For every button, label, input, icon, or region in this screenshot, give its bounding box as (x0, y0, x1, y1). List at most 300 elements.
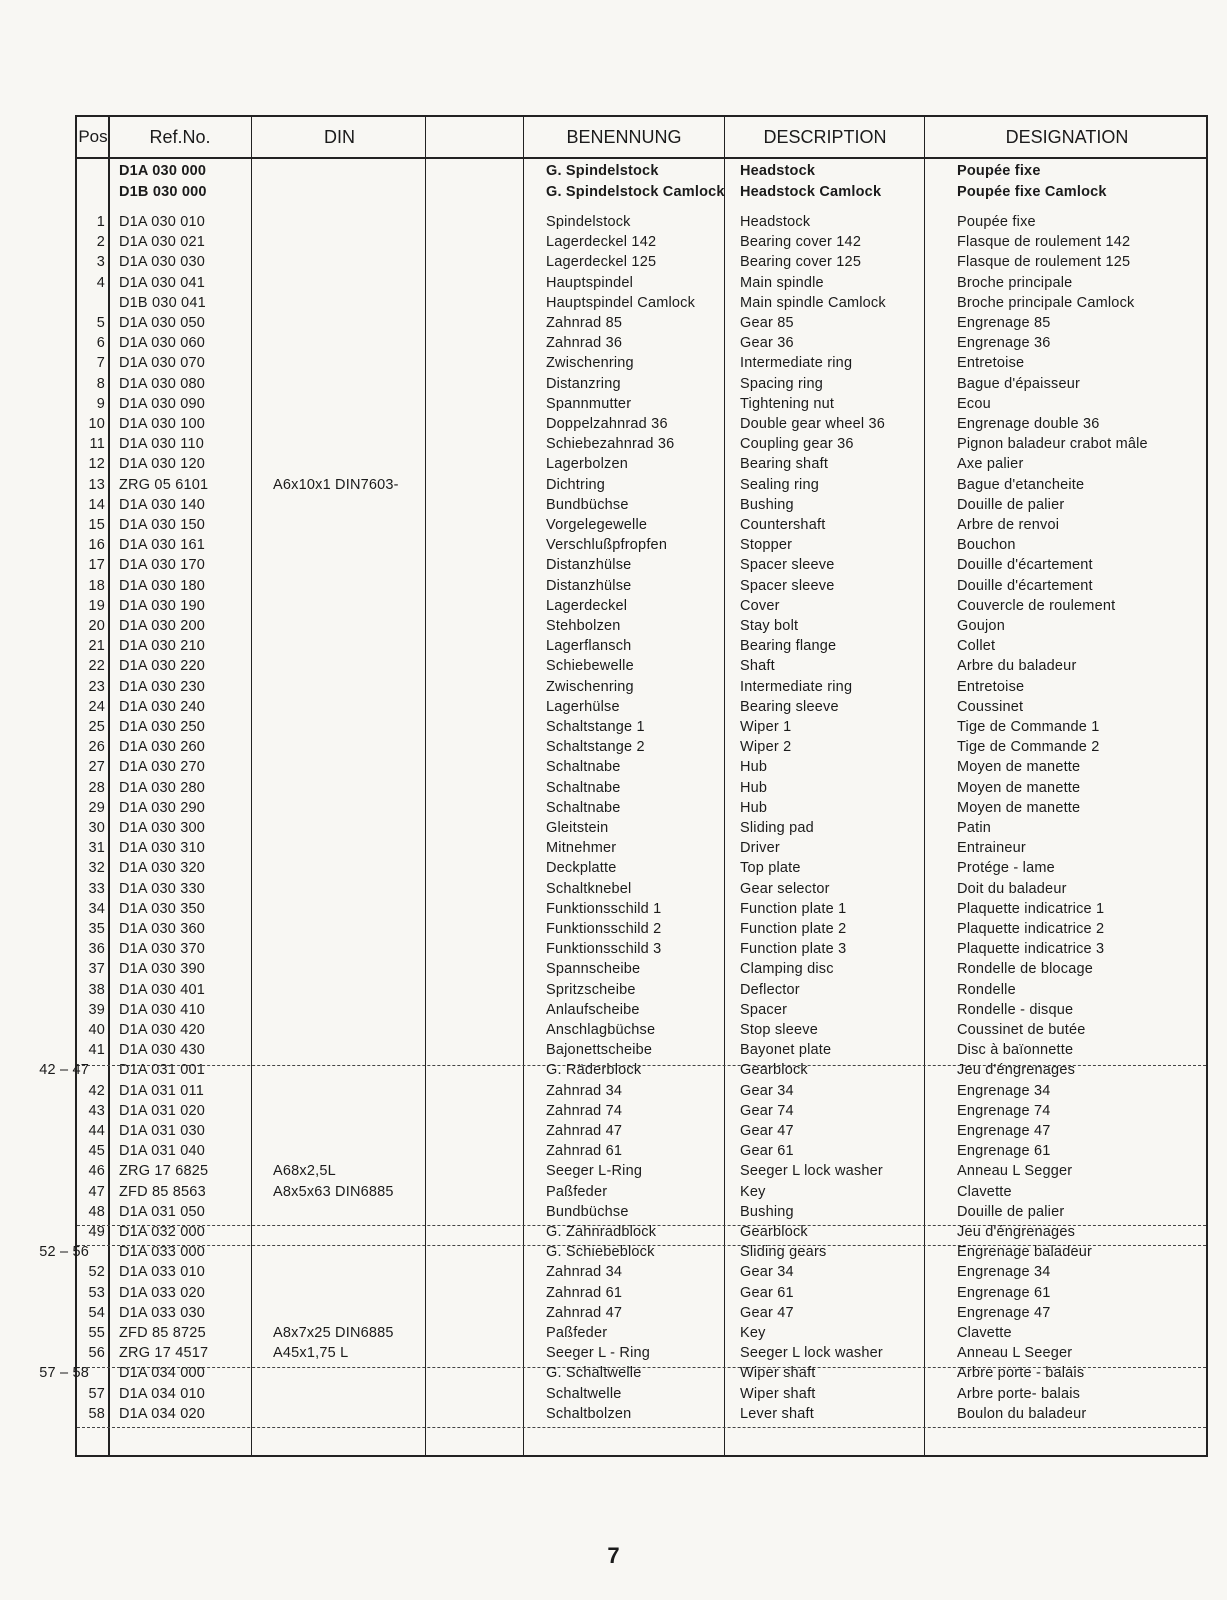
row-ref-no: D1A 030 180 (119, 577, 206, 594)
row-benennung: Schiebezahnrad 36 (546, 436, 675, 453)
row-description: Wiper shaft (740, 1385, 816, 1402)
row-description: Hub (740, 759, 768, 776)
row-pos: 11 (89, 436, 105, 453)
row-pos: 20 (88, 618, 105, 634)
row-benennung: Schaltnabe (546, 799, 621, 816)
row-pos: 13 (88, 476, 105, 493)
row-description: Deflector (740, 981, 800, 998)
row-ref-no: D1A 030 210 (119, 638, 206, 655)
row-designation: Arbre de renvoi (957, 517, 1060, 533)
header-designation: DESIGNATION (1005, 127, 1129, 147)
row-benennung: Zahnrad 61 (546, 1143, 623, 1160)
row-benennung: Schaltwelle (546, 1385, 622, 1402)
row-ref-no: D1A 030 021 (119, 234, 206, 251)
row-benennung: G. Schaltwelle (546, 1365, 642, 1382)
row-ref-no: D1A 030 390 (119, 961, 206, 978)
row-pos: 24 (88, 698, 105, 715)
row-pos: 53 (88, 1284, 105, 1301)
row-pos: 3 (96, 254, 105, 271)
row-din: A8x5x63 DIN6885 (273, 1183, 394, 1200)
row-pos: 1 (96, 214, 105, 230)
row-ref-no: D1A 030 410 (119, 1001, 206, 1018)
row-ref-no: D1A 030 260 (119, 739, 206, 756)
row-description: Countershaft (740, 517, 826, 533)
row-designation: Disc à baïonnette (957, 1042, 1074, 1059)
row-benennung: Spannmutter (546, 395, 632, 412)
row-designation: Rondelle - disque (957, 1001, 1074, 1018)
row-ref-no: D1A 030 370 (119, 941, 206, 958)
row-designation: Clavette (957, 1183, 1012, 1200)
row-pos: 27 (88, 759, 105, 776)
row-description: Gear 61 (740, 1143, 794, 1160)
row-designation: Jeu d'éngrenages (957, 1224, 1076, 1240)
row-pos: 55 (88, 1325, 105, 1341)
row-designation: Jeu d'éngrenages (957, 1062, 1076, 1079)
row-pos: 17 (88, 557, 105, 574)
row-ref-no: D1A 030 280 (119, 779, 206, 796)
row-designation: Arbre porte - balais (957, 1365, 1085, 1382)
row-pos: 10 (88, 416, 105, 432)
row-designation: Goujon (957, 618, 1005, 634)
row-pos: 29 (88, 799, 105, 816)
header-din: DIN (324, 127, 355, 147)
row-benennung: Schaltknebel (546, 880, 632, 897)
row-designation: Entretoise (957, 678, 1025, 695)
row-description: Gear 85 (740, 315, 794, 331)
row-designation: Arbre porte- balais (957, 1385, 1081, 1402)
row-ref-no: D1A 030 090 (119, 395, 206, 412)
row-designation: Flasque de roulement 142 (957, 234, 1131, 251)
row-benennung: Hauptspindel Camlock (546, 294, 696, 311)
row-description: Function plate 3 (740, 941, 847, 958)
row-pos: 41 (88, 1042, 105, 1059)
row-designation: Bague d'épaisseur (957, 375, 1081, 392)
row-ref-no: D1A 030 100 (119, 416, 206, 432)
row-ref-no: D1A 034 000 (119, 1365, 206, 1382)
row-ref-no: D1A 030 120 (119, 456, 206, 473)
row-ref-no: D1A 031 001 (119, 1062, 206, 1079)
row-pos: 32 (88, 860, 105, 877)
row-designation: Engrenage 74 (957, 1102, 1051, 1119)
row-pos: 42 (88, 1082, 105, 1099)
row-ref-no: D1A 031 020 (119, 1102, 206, 1119)
row-description: Intermediate ring (740, 678, 853, 695)
row-benennung: Doppelzahnrad 36 (546, 416, 668, 432)
row-ref-no: D1A 030 220 (119, 658, 206, 675)
row-designation: Coussinet de butée (957, 1022, 1086, 1038)
row-benennung: Anlaufscheibe (546, 1001, 640, 1018)
row-ref-no: D1B 030 000 (119, 184, 207, 200)
row-benennung: Bundbüchse (546, 496, 629, 513)
row-ref-no: D1A 030 150 (119, 517, 206, 533)
row-designation: Engrenage 36 (957, 335, 1051, 352)
row-din: A45x1,75 L (273, 1345, 349, 1362)
row-designation: Engrenage 34 (957, 1082, 1051, 1099)
row-designation: Plaquette indicatrice 1 (957, 900, 1105, 917)
row-ref-no: ZRG 17 6825 (119, 1163, 209, 1180)
row-designation: Doit du baladeur (957, 880, 1067, 897)
row-designation: Anneau L Segger (957, 1163, 1073, 1180)
row-benennung: Bajonettscheibe (546, 1042, 653, 1059)
row-designation: Ecou (957, 395, 991, 412)
row-description: Bearing sleeve (740, 698, 839, 715)
row-din: A68x2,5L (273, 1163, 336, 1180)
row-ref-no: D1A 032 000 (119, 1224, 206, 1240)
row-pos: 22 (88, 658, 105, 675)
row-description: Bushing (740, 1203, 794, 1220)
row-description: Gear selector (740, 880, 830, 897)
row-benennung: Lagerhülse (546, 698, 620, 715)
row-pos: 58 (88, 1405, 105, 1422)
row-benennung: Seeger L - Ring (546, 1345, 651, 1362)
row-benennung: Distanzhülse (546, 577, 632, 594)
row-description: Sliding pad (740, 820, 814, 836)
row-designation: Engrenage 34 (957, 1264, 1051, 1281)
row-benennung: Paßfeder (546, 1183, 608, 1200)
row-pos: 37 (88, 961, 105, 978)
row-pos: 2 (96, 234, 105, 251)
row-ref-no: D1A 034 010 (119, 1385, 206, 1402)
row-benennung: Stehbolzen (546, 618, 621, 634)
row-ref-no: D1A 030 110 (119, 436, 204, 453)
row-pos: 52 – 56 (39, 1244, 89, 1261)
row-designation: Pignon baladeur crabot mâle (957, 436, 1148, 453)
row-description: Key (740, 1325, 766, 1341)
row-designation: Coussinet (957, 698, 1024, 715)
row-designation: Engrenage 47 (957, 1304, 1051, 1321)
row-benennung: Bundbüchse (546, 1203, 629, 1220)
row-description: Wiper 2 (740, 739, 792, 756)
row-description: Double gear wheel 36 (740, 416, 886, 432)
row-benennung: Zwischenring (546, 355, 634, 372)
row-designation: Clavette (957, 1325, 1012, 1341)
row-designation: Engrenage baladeur (957, 1244, 1093, 1261)
row-description: Bushing (740, 496, 794, 513)
header-description: DESCRIPTION (763, 127, 887, 147)
row-pos: 54 (88, 1304, 105, 1321)
row-benennung: Schaltnabe (546, 779, 621, 796)
row-benennung: Dichtring (546, 476, 606, 493)
row-pos: 6 (96, 335, 105, 352)
row-pos: 15 (88, 517, 105, 533)
row-benennung: Gleitstein (546, 820, 609, 836)
row-benennung: Zahnrad 47 (546, 1123, 623, 1139)
row-pos: 46 (88, 1163, 105, 1180)
row-ref-no: D1A 030 270 (119, 759, 206, 776)
row-ref-no: ZFD 85 8563 (119, 1183, 206, 1200)
row-description: Headstock (740, 214, 811, 230)
row-pos: 44 (88, 1123, 105, 1139)
row-designation: Flasque de roulement 125 (957, 254, 1131, 271)
row-designation: Moyen de manette (957, 779, 1081, 796)
row-ref-no: D1A 030 200 (119, 618, 206, 634)
row-description: Main spindle (740, 274, 824, 291)
row-ref-no: D1A 030 401 (119, 981, 206, 998)
row-designation: Rondelle de blocage (957, 961, 1094, 978)
row-pos: 16 (88, 537, 105, 554)
row-description: Function plate 1 (740, 900, 847, 917)
row-description: Cover (740, 597, 780, 614)
row-pos: 25 (88, 719, 105, 735)
row-ref-no: D1A 030 080 (119, 375, 206, 392)
row-benennung: Zahnrad 34 (546, 1264, 623, 1281)
row-pos: 34 (88, 900, 105, 917)
row-benennung: G. Zahnradblock (546, 1224, 657, 1240)
row-designation: Couvercle de roulement (957, 597, 1116, 614)
row-pos: 48 (88, 1203, 105, 1220)
row-ref-no: D1A 030 330 (119, 880, 206, 897)
row-benennung: Distanzhülse (546, 557, 632, 574)
row-ref-no: ZFD 85 8725 (119, 1325, 206, 1341)
row-designation: Plaquette indicatrice 2 (957, 921, 1105, 937)
row-ref-no: D1A 030 230 (119, 678, 206, 695)
row-description: Shaft (740, 658, 775, 675)
row-ref-no: D1A 030 300 (119, 820, 206, 836)
row-description: Sealing ring (740, 476, 819, 493)
row-benennung: Deckplatte (546, 860, 617, 877)
row-ref-no: D1A 030 290 (119, 799, 206, 816)
row-pos: 38 (88, 981, 105, 998)
row-ref-no: D1A 030 190 (119, 597, 206, 614)
row-description: Bearing cover 142 (740, 234, 862, 251)
row-ref-no: D1A 031 040 (119, 1143, 206, 1160)
row-benennung: Funktionsschild 2 (546, 921, 662, 937)
row-benennung: Mitnehmer (546, 840, 617, 857)
row-designation: Patin (957, 820, 992, 836)
row-pos: 42 – 47 (39, 1062, 89, 1079)
table-body (39, 117, 1206, 1455)
row-description: Seeger L lock washer (740, 1345, 883, 1362)
row-pos: 45 (88, 1143, 105, 1160)
row-description: Gear 47 (740, 1304, 794, 1321)
row-description: Clamping disc (740, 961, 834, 978)
row-benennung: Zahnrad 34 (546, 1082, 623, 1099)
row-description: Spacer sleeve (740, 577, 835, 594)
row-designation: Engrenage 85 (957, 315, 1051, 331)
header-pos: Pos (78, 127, 108, 146)
row-ref-no: D1A 030 010 (119, 214, 206, 230)
row-ref-no: D1A 030 161 (119, 537, 206, 554)
row-benennung: Anschlagbüchse (546, 1022, 656, 1038)
row-ref-no: D1A 031 011 (119, 1082, 204, 1099)
row-pos: 39 (88, 1001, 105, 1018)
row-ref-no: D1A 030 050 (119, 315, 206, 331)
row-pos: 28 (88, 779, 105, 796)
row-benennung: Funktionsschild 3 (546, 941, 662, 958)
row-description: Spacer (740, 1001, 788, 1018)
row-ref-no: D1A 031 050 (119, 1203, 206, 1220)
row-benennung: Spindelstock (546, 214, 631, 230)
row-benennung: G. Spindelstock Camlock (546, 184, 725, 200)
row-designation: Douille d'écartement (957, 577, 1093, 594)
row-ref-no: D1A 030 350 (119, 900, 206, 917)
row-pos: 49 (88, 1224, 105, 1240)
row-designation: Poupée fixe (957, 214, 1036, 230)
row-pos: 36 (88, 941, 105, 958)
row-benennung: Spritzscheibe (546, 981, 636, 998)
row-description: Gearblock (740, 1224, 808, 1240)
row-description: Top plate (740, 860, 801, 877)
row-description: Headstock (740, 163, 816, 179)
row-description: Bayonet plate (740, 1042, 832, 1059)
row-benennung: G. Räderblock (546, 1062, 642, 1079)
row-description: Seeger L lock washer (740, 1163, 883, 1180)
row-ref-no: D1A 030 030 (119, 254, 206, 271)
row-description: Coupling gear 36 (740, 436, 854, 453)
row-description: Gear 47 (740, 1123, 794, 1139)
row-ref-no: D1A 030 320 (119, 860, 206, 877)
row-description: Sliding gears (740, 1244, 827, 1261)
row-pos: 4 (96, 274, 105, 291)
row-pos: 14 (88, 496, 105, 513)
row-description: Gearblock (740, 1062, 808, 1079)
row-ref-no: D1A 030 250 (119, 719, 206, 735)
row-benennung: Lagerbolzen (546, 456, 629, 473)
row-pos: 43 (88, 1102, 105, 1119)
row-designation: Douille de palier (957, 496, 1065, 513)
row-benennung: Vorgelegewelle (546, 517, 648, 533)
row-ref-no: D1A 030 420 (119, 1022, 206, 1038)
row-designation: Poupée fixe Camlock (957, 184, 1107, 200)
row-benennung: Zwischenring (546, 678, 634, 695)
row-benennung: Schaltnabe (546, 759, 621, 776)
row-designation: Broche principale Camlock (957, 294, 1135, 311)
row-designation: Broche principale (957, 274, 1073, 291)
row-benennung: Seeger L-Ring (546, 1163, 643, 1180)
row-description: Bearing cover 125 (740, 254, 862, 271)
row-ref-no: ZRG 17 4517 (119, 1345, 209, 1362)
row-ref-no: D1A 030 000 (119, 163, 207, 179)
row-description: Spacing ring (740, 375, 824, 392)
row-designation: Plaquette indicatrice 3 (957, 941, 1105, 958)
row-designation: Tige de Commande 1 (957, 719, 1100, 735)
row-pos: 35 (88, 921, 105, 937)
row-benennung: Zahnrad 61 (546, 1284, 623, 1301)
row-benennung: Zahnrad 74 (546, 1102, 623, 1119)
row-benennung: Verschlußpfropfen (546, 537, 668, 554)
row-description: Main spindle Camlock (740, 294, 886, 311)
row-ref-no: D1A 033 000 (119, 1244, 206, 1261)
row-benennung: Zahnrad 36 (546, 335, 623, 352)
row-pos: 57 (88, 1385, 105, 1402)
header-benennung: BENENNUNG (566, 127, 682, 147)
row-designation: Engrenage double 36 (957, 416, 1100, 432)
row-pos: 23 (88, 678, 105, 695)
row-pos: 30 (88, 820, 105, 836)
row-ref-no: D1A 033 030 (119, 1304, 206, 1321)
row-pos: 57 – 58 (39, 1365, 89, 1382)
row-pos: 33 (88, 880, 105, 897)
row-designation: Engrenage 61 (957, 1143, 1051, 1160)
row-description: Intermediate ring (740, 355, 853, 372)
row-description: Gear 61 (740, 1284, 794, 1301)
row-benennung: Funktionsschild 1 (546, 900, 662, 917)
row-ref-no: D1A 030 240 (119, 698, 206, 715)
row-benennung: G. Schiebeblock (546, 1244, 655, 1261)
row-ref-no: D1A 031 030 (119, 1123, 206, 1139)
row-description: Wiper shaft (740, 1365, 816, 1382)
row-ref-no: ZRG 05 6101 (119, 476, 209, 493)
row-benennung: Lagerflansch (546, 638, 632, 655)
row-benennung: Zahnrad 47 (546, 1304, 623, 1321)
header-ref: Ref.No. (149, 127, 211, 147)
row-ref-no: D1A 034 020 (119, 1405, 206, 1422)
row-description: Tightening nut (740, 395, 835, 412)
row-pos: 26 (88, 739, 105, 756)
row-description: Gear 36 (740, 335, 794, 352)
row-designation: Douille d'écartement (957, 557, 1093, 574)
row-benennung: G. Spindelstock (546, 163, 659, 179)
row-ref-no: D1A 030 070 (119, 355, 206, 372)
row-ref-no: D1A 030 140 (119, 496, 206, 513)
row-din: A6x10x1 DIN7603- (273, 476, 399, 493)
row-benennung: Schaltstange 2 (546, 739, 645, 756)
row-designation: Bouchon (957, 537, 1016, 554)
row-pos: 12 (88, 456, 105, 473)
row-ref-no: D1A 033 010 (119, 1264, 206, 1281)
row-benennung: Lagerdeckel 142 (546, 234, 657, 251)
row-benennung: Spannscheibe (546, 961, 641, 978)
row-description: Gear 74 (740, 1102, 794, 1119)
row-designation: Collet (957, 638, 996, 655)
row-pos: 52 (88, 1264, 105, 1281)
row-benennung: Distanzring (546, 375, 621, 392)
row-ref-no: D1A 030 041 (119, 274, 206, 291)
parts-table (39, 115, 1208, 1457)
row-designation: Tige de Commande 2 (957, 739, 1100, 756)
row-pos: 47 (88, 1183, 105, 1200)
row-description: Bearing flange (740, 638, 837, 655)
row-pos: 56 (88, 1345, 105, 1362)
row-pos: 8 (96, 375, 105, 392)
row-description: Hub (740, 799, 768, 816)
row-designation: Engrenage 61 (957, 1284, 1051, 1301)
row-benennung: Schiebewelle (546, 658, 634, 675)
row-description: Stop sleeve (740, 1022, 818, 1038)
row-designation: Engrenage 47 (957, 1123, 1051, 1139)
row-description: Headstock Camlock (740, 184, 882, 200)
row-description: Lever shaft (740, 1405, 814, 1422)
row-benennung: Hauptspindel (546, 274, 634, 291)
row-description: Wiper 1 (740, 719, 792, 735)
row-pos: 31 (88, 840, 105, 857)
row-benennung: Lagerdeckel (546, 597, 628, 614)
row-designation: Rondelle (957, 981, 1016, 998)
row-ref-no: D1A 030 310 (119, 840, 206, 857)
row-description: Spacer sleeve (740, 557, 835, 574)
row-designation: Bague d'etancheite (957, 476, 1085, 493)
row-din: A8x7x25 DIN6885 (273, 1325, 394, 1341)
row-pos: 7 (96, 355, 105, 372)
row-description: Gear 34 (740, 1082, 794, 1099)
row-designation: Douille de palier (957, 1203, 1065, 1220)
row-ref-no: D1B 030 041 (119, 294, 206, 311)
row-ref-no: D1A 030 060 (119, 335, 206, 352)
row-description: Gear 34 (740, 1264, 794, 1281)
row-description: Function plate 2 (740, 921, 847, 937)
page-number: 7 (607, 1543, 620, 1568)
row-designation: Moyen de manette (957, 759, 1081, 776)
row-benennung: Schaltbolzen (546, 1405, 632, 1422)
row-designation: Boulon du baladeur (957, 1405, 1087, 1422)
row-designation: Anneau L Seeger (957, 1345, 1073, 1362)
row-designation: Protége - lame (957, 860, 1055, 877)
row-designation: Entraineur (957, 840, 1026, 857)
row-description: Stay bolt (740, 618, 799, 634)
row-ref-no: D1A 033 020 (119, 1284, 206, 1301)
row-ref-no: D1A 030 430 (119, 1042, 206, 1059)
row-description: Bearing shaft (740, 456, 829, 473)
